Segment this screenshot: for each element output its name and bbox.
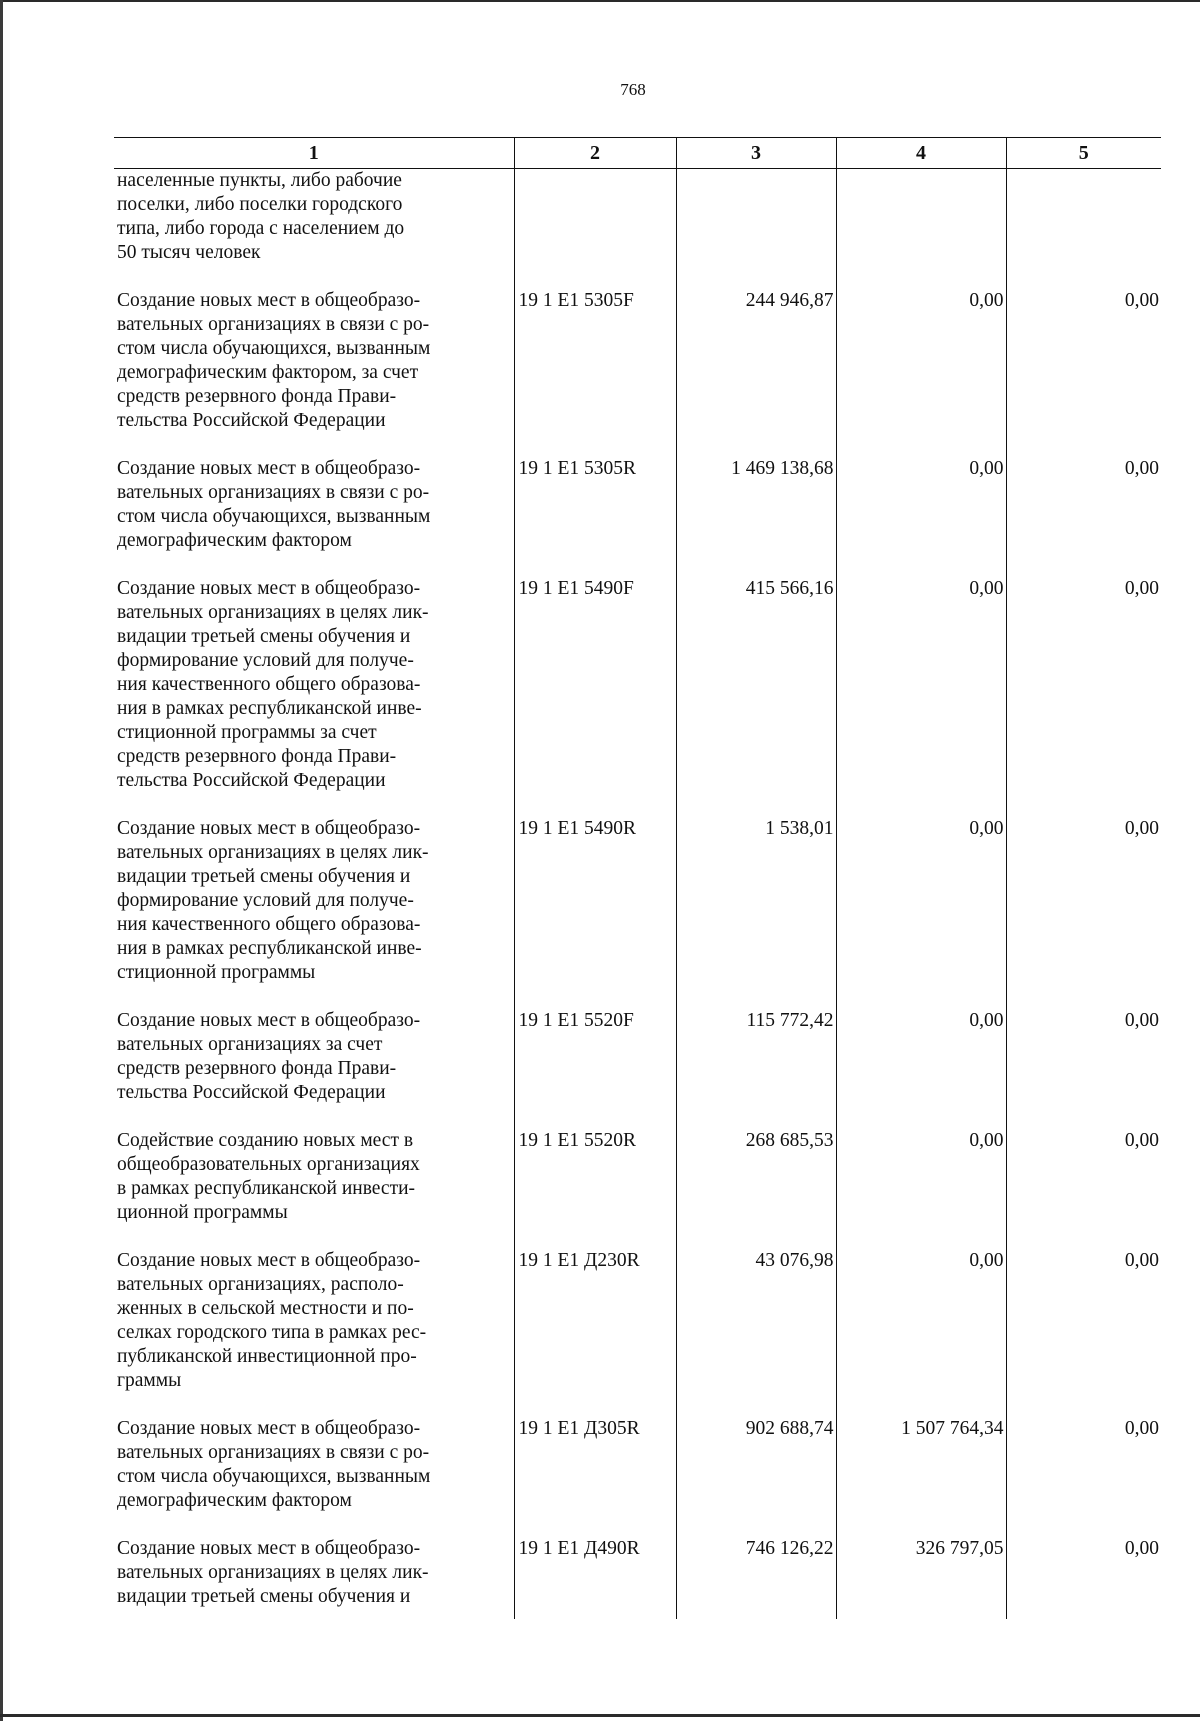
description-line: Создание новых мест в общеобразо- [117, 578, 421, 599]
description-line: Создание новых мест в общеобразо- [117, 1250, 421, 1271]
description-line: Создание новых мест в общеобразо- [117, 818, 421, 839]
description-line: ния в рамках республиканской инве- [117, 938, 422, 959]
description-line: видации третьей смены обучения и [117, 626, 411, 647]
budget-classification-code: 19 1 E1 5490F [514, 577, 676, 817]
description-line: видации третьей смены обучения и [117, 866, 411, 887]
description-line: вательных организациях за счет [117, 1034, 383, 1055]
scan-edge-bottom [0, 1714, 1200, 1717]
description-line: публиканской инвестиционной про- [117, 1346, 417, 1367]
amount-column-4: 0,00 [836, 817, 1006, 1009]
table-row [114, 577, 1161, 817]
description-line: вательных организациях в связи с ро- [117, 482, 430, 503]
description-line: вательных организациях в целях лик- [117, 842, 429, 863]
column-header-3: 3 [676, 138, 836, 169]
description-line: Содействие созданию новых мест в [117, 1130, 414, 1151]
description-line: селках городского типа в рамках рес- [117, 1322, 427, 1343]
budget-classification-code: 19 1 E1 5520F [514, 1009, 676, 1129]
column-header-1: 1 [114, 138, 514, 169]
description-line: Создание новых мест в общеобразо- [117, 1010, 421, 1031]
amount-column-3: 268 685,53 [676, 1129, 836, 1249]
description-line: вательных организациях в связи с ро- [117, 314, 430, 335]
description-line: Создание новых мест в общеобразо- [117, 290, 421, 311]
amount-column-5: 0,00 [1006, 1009, 1161, 1129]
description-line: в рамках республиканской инвести- [117, 1178, 416, 1199]
budget-classification-code: 19 1 E1 5305F [514, 289, 676, 457]
budget-table [114, 137, 1161, 1619]
scan-edge-top [0, 0, 1200, 2]
table-row [114, 1249, 1161, 1417]
description-line: тельства Российской Федерации [117, 1082, 386, 1103]
row-description [114, 1249, 514, 1417]
description-line: стом числа обучающихся, вызванным [117, 1466, 431, 1487]
table-row [114, 1537, 1161, 1619]
description-line: женных в сельской местности и по- [117, 1298, 414, 1319]
table-row [114, 1129, 1161, 1249]
description-line: 50 тысяч человек [117, 242, 261, 263]
amount-column-3: 1 469 138,68 [676, 457, 836, 577]
description-line: Создание новых мест в общеобразо- [117, 1418, 421, 1439]
amount-column-3: 746 126,22 [676, 1537, 836, 1619]
table-row [114, 1009, 1161, 1129]
row-description [114, 817, 514, 1009]
column-header-4: 4 [836, 138, 1006, 169]
budget-classification-code: 19 1 E1 Д305R [514, 1417, 676, 1537]
description-line: стом числа обучающихся, вызванным [117, 506, 431, 527]
description-line: граммы [117, 1370, 182, 1391]
description-line: вательных организациях в целях лик- [117, 1562, 429, 1583]
header-row [114, 138, 1161, 169]
budget-classification-code: 19 1 E1 Д490R [514, 1537, 676, 1619]
description-line: типа, либо города с населением до [117, 218, 405, 239]
description-line: вательных организациях в связи с ро- [117, 1442, 430, 1463]
description-line: видации третьей смены обучения и [117, 1586, 411, 1607]
amount-column-3: 902 688,74 [676, 1417, 836, 1537]
description-line: демографическим фактором [117, 530, 352, 551]
description-line: вательных организациях в целях лик- [117, 602, 429, 623]
amount-column-5: 0,00 [1006, 1537, 1161, 1619]
amount-column-5: 0,00 [1006, 1129, 1161, 1249]
row-description [114, 169, 514, 290]
amount-column-4: 0,00 [836, 457, 1006, 577]
budget-classification-code [514, 169, 676, 290]
amount-column-4: 0,00 [836, 1009, 1006, 1129]
amount-column-5: 0,00 [1006, 817, 1161, 1009]
amount-column-3: 1 538,01 [676, 817, 836, 1009]
description-line: общеобразовательных организациях [117, 1154, 420, 1175]
description-line: Создание новых мест в общеобразо- [117, 1538, 421, 1559]
description-line: ния качественного общего образова- [117, 914, 421, 935]
scan-edge-left [0, 0, 3, 1721]
amount-column-5: 0,00 [1006, 577, 1161, 817]
description-line: стом числа обучающихся, вызванным [117, 338, 431, 359]
description-line: ния качественного общего образова- [117, 674, 421, 695]
column-header-5: 5 [1006, 138, 1161, 169]
description-line: ционной программы [117, 1202, 288, 1223]
row-description [114, 1537, 514, 1619]
table-row [114, 1417, 1161, 1537]
description-line: средств резервного фонда Прави- [117, 746, 397, 767]
row-description [114, 1009, 514, 1129]
amount-column-4 [836, 169, 1006, 290]
description-line: ния в рамках республиканской инве- [117, 698, 422, 719]
budget-classification-code: 19 1 E1 5490R [514, 817, 676, 1009]
description-line: тельства Российской Федерации [117, 770, 386, 791]
table-row [114, 289, 1161, 457]
amount-column-3 [676, 169, 836, 290]
amount-column-4: 0,00 [836, 1129, 1006, 1249]
table-body [114, 169, 1161, 1620]
description-line: вательных организациях, располо- [117, 1274, 404, 1295]
description-line: средств резервного фонда Прави- [117, 386, 397, 407]
amount-column-3: 115 772,42 [676, 1009, 836, 1129]
row-description [114, 577, 514, 817]
column-header-2: 2 [514, 138, 676, 169]
description-line: формирование условий для получе- [117, 650, 414, 671]
amount-column-4: 326 797,05 [836, 1537, 1006, 1619]
amount-column-5 [1006, 169, 1161, 290]
amount-column-4: 0,00 [836, 577, 1006, 817]
amount-column-5: 0,00 [1006, 289, 1161, 457]
table-row [114, 817, 1161, 1009]
amount-column-5: 0,00 [1006, 1417, 1161, 1537]
description-line: Создание новых мест в общеобразо- [117, 458, 421, 479]
description-line: стиционной программы за счет [117, 722, 377, 743]
budget-classification-code: 19 1 E1 5520R [514, 1129, 676, 1249]
amount-column-5: 0,00 [1006, 457, 1161, 577]
description-line: средств резервного фонда Прави- [117, 1058, 397, 1079]
table-row [114, 169, 1161, 290]
description-line: поселки, либо поселки городского [117, 194, 403, 215]
amount-column-3: 43 076,98 [676, 1249, 836, 1417]
amount-column-5: 0,00 [1006, 1249, 1161, 1417]
description-line: тельства Российской Федерации [117, 410, 386, 431]
amount-column-4: 1 507 764,34 [836, 1417, 1006, 1537]
amount-column-3: 244 946,87 [676, 289, 836, 457]
row-description [114, 289, 514, 457]
budget-classification-code: 19 1 E1 5305R [514, 457, 676, 577]
table-row [114, 457, 1161, 577]
description-line: демографическим фактором, за счет [117, 362, 419, 383]
row-description [114, 457, 514, 577]
row-description [114, 1129, 514, 1249]
description-line: демографическим фактором [117, 1490, 352, 1511]
budget-classification-code: 19 1 E1 Д230R [514, 1249, 676, 1417]
description-line: населенные пункты, либо рабочие [117, 170, 402, 191]
amount-column-4: 0,00 [836, 1249, 1006, 1417]
amount-column-3: 415 566,16 [676, 577, 836, 817]
page-number: 768 [620, 80, 646, 99]
description-line: стиционной программы [117, 962, 316, 983]
row-description [114, 1417, 514, 1537]
amount-column-4: 0,00 [836, 289, 1006, 457]
description-line: формирование условий для получе- [117, 890, 414, 911]
